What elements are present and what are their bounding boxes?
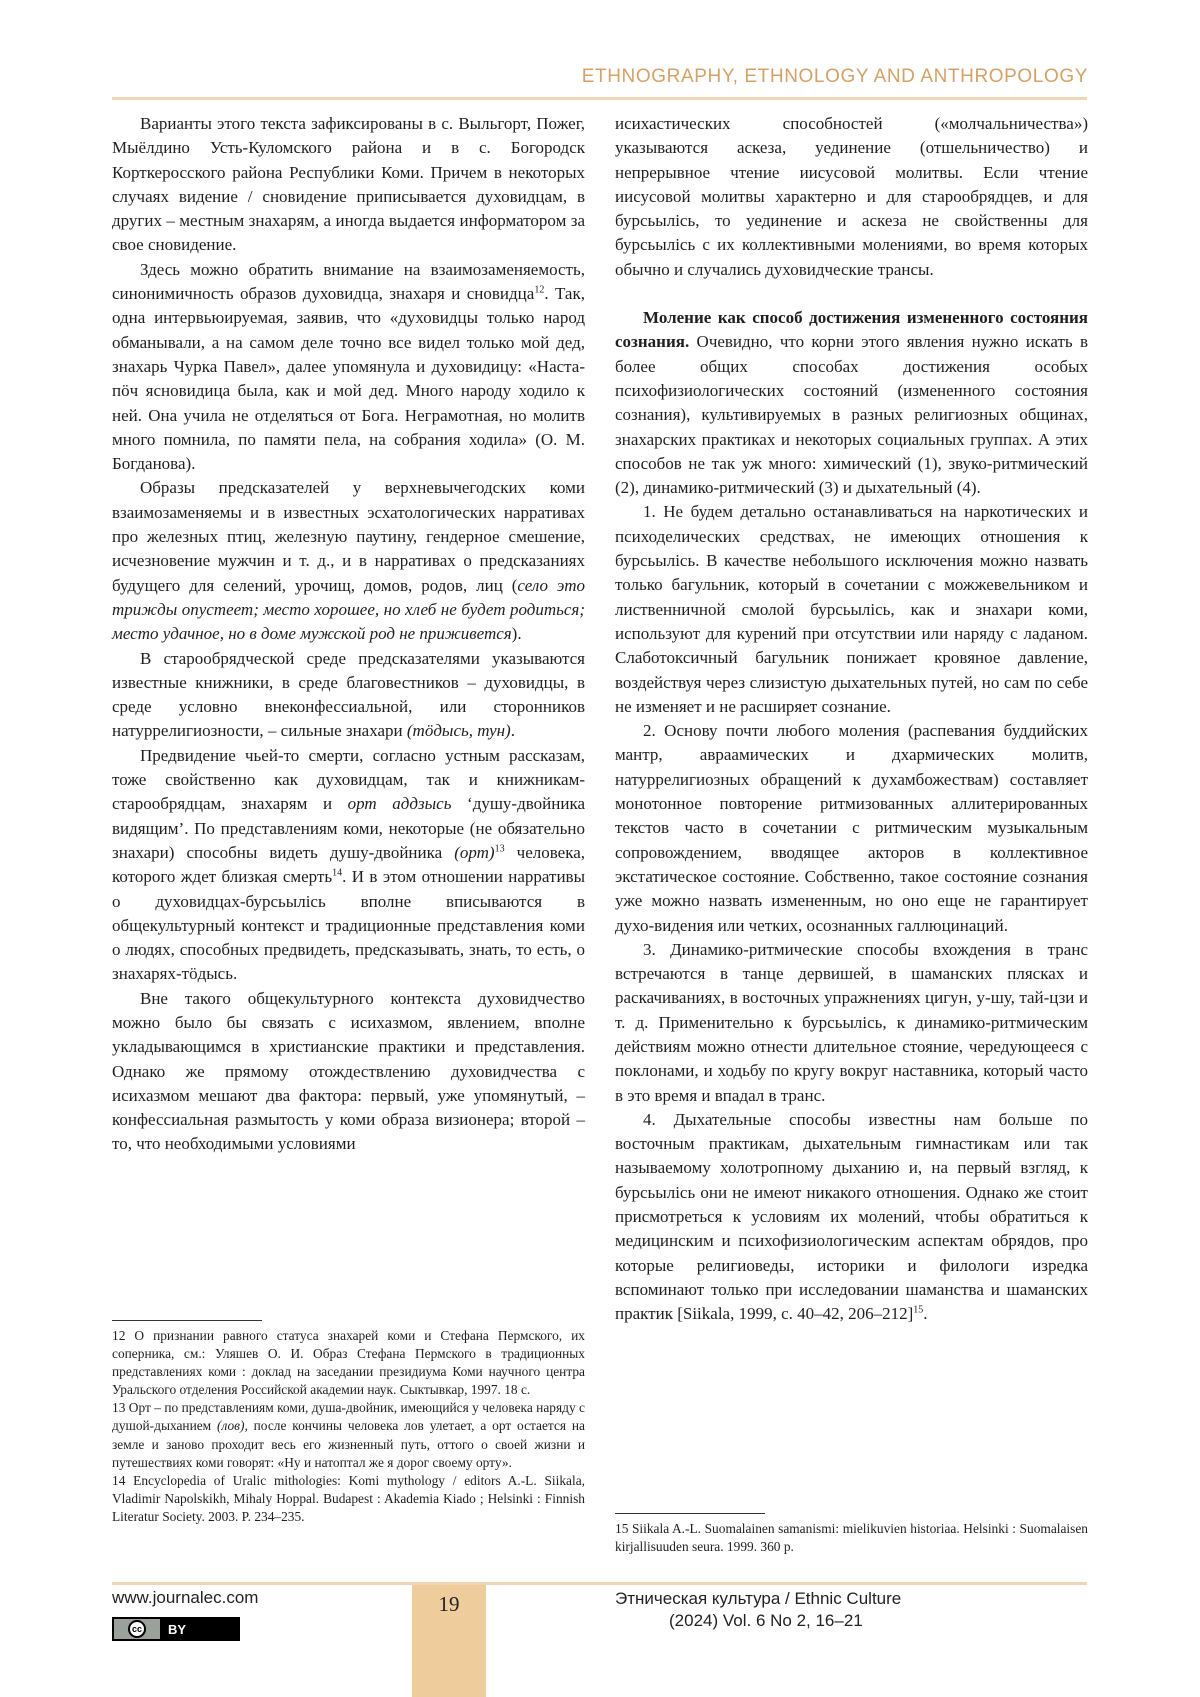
footer-rule [112, 1582, 1087, 1585]
paragraph: В старообрядческой среде предсказателями указываются известные книжники, в среде благовестников – духовидцы, в среде условно внеконфессиальной, или сторонников натуррелигиозности, – сильные знахари (тӧдысь, тун). [112, 648, 585, 741]
running-header: ETHNOGRAPHY, ETHNOLOGY AND ANTHROPOLOGY [581, 66, 1088, 87]
footnote-rule [112, 1320, 262, 1321]
footnote-13: 13 Орт – по представлениям коми, душа-двойник, имеющийся у человека наряду с душой-дыханием (лов), после кончины человека лов улетает, а орт остается на земле и заново проходит весь его жизненный путь, оттого о своей жизни и путешествиях коми говорят: «Ну и натоптал же я дорог своему орту». [112, 1400, 585, 1470]
footnote-15: 15 Siikala A.-L. Suomalainen samanismi: mielikuvien historiaa. Helsinki : Suomalaisen kirjallisuuden seura. 1999. 360 p. [615, 1521, 1088, 1555]
paragraph: 1. Не будем детально останавливаться на наркотических и психоделических средствах, не имеющих отношения к бурсьылісь. В качестве небольшого исключения можно назвать только багульник, который в сочетании с можжевельником и лиственничной смолой бурсьылісь, как и знахари коми, используют для курений при отсутствии или наряду с ладаном. Слаботоксичный багульник понижает кровяное давление, воздействуя через слизистую дыхательных путей, но сам по себе не изменяет и не расширяет сознание. [615, 502, 1088, 716]
paragraph: Вне такого общекультурного контекста духовидчество можно было бы связать с исихазмом, явлением, вполне укладывающимся в христианские практики и представления. Однако же прямому отождествлению духовидчества с исихазмом мешают два фактора: первый, уже упомянутый, – конфессиальная размытость у коми образа визионера; второй – то, что необходимыми условиями [112, 988, 585, 1154]
paragraph: 2. Основу почти любого моления (распевания буддийских мантр, авраамических и дхармических молитв, натуррелигиозных обращений к духамбожествам) составляет монотонное повторение ритмизованных аллитерированных текстов часто в сочетании с ритмическим музыкальным сопровождением, вводящее акторов в коллективное экстатическое состояние. Собственно, такое состояние сознания уже можно назвать измененным, но оно еще не гарантирует духо-видения или четких, осознанных галлюцинаций. [615, 721, 1088, 935]
paragraph: 3. Динамико-ритмические способы вхождения в транс встречаются в танце дервишей, в шаманских плясках и раскачиваниях, в восточных упражнениях цигун, у-шу, тай-цзи и т. д. Применительно к бурсьылісь, к динамико-ритмическим действиям можно отнести длительное стояние, чередующееся с поклонами, и ходьбу по кругу вокруг наставника, который часто в это время и впадал в транс. [615, 939, 1088, 1105]
journal-volume: (2024) Vol. 6 No 2, 16–21 [669, 1611, 863, 1630]
right-column [615, 112, 1088, 1327]
footnote-rule [615, 1513, 765, 1514]
footnotes-right [615, 1513, 1088, 1556]
section-heading: Моление как способ достижения измененного состояния сознания. [615, 308, 1088, 352]
footnote-ref[interactable]: 12 [534, 284, 545, 296]
cc-by-license-badge[interactable] [112, 1617, 240, 1641]
cc-icon: cc [114, 1619, 160, 1639]
paragraph: Предвидение чьей-то смерти, согласно устным рассказам, тоже свойственно как духовидцам, так и книжникам-старообрядцам, знахарям и орт аддзысь ‘душу-двойника видящим’. По представлениям коми, некоторые (не обязательно знахари) способны видеть душу-двойника (орт)$^{13}$ человека, которого ждет близкая смерть$^{14}$. И в этом отношении нарративы о духовидцах-бурсьылісь вполне вписываются в общекультурный контекст и традиционные представления коми о людях, способных предвидеть, предсказывать, знать, то есть, о знахарях-тӧдысь. [112, 745, 585, 984]
footnotes-left [112, 1320, 585, 1526]
paragraph: 4. Дыхательные способы известны нам больше по восточным практикам, дыхательным гимнастикам или так называемому холотропному дыханию и, на первый взгляд, к бурсьылісь они не имеют никакого отношения. Однако же стоит присмотреться к условиям их молений, чтобы обратиться к медицинским и психофизиологическим аспектам обрядов, про которые религиоведы, историки и филологи изредка вспоминают только при исследовании шаманства и шаманских практик [Siikala, 1999, с. 40–42, 206–212]$^{15}$. [615, 1109, 1088, 1324]
footnote-ref[interactable]: 14 [332, 867, 343, 879]
section-paragraph: Моление как способ достижения измененного состояния сознания. Очевидно, что корни этого явления нужно искать в более общих способах достижения особых психофизиологических состояний (измененного состояния сознания), культивируемых в разных религиозных общинах, знахарских практиках и некоторых социальных группах. А этих способов не так уж много: химический (1), звуко-ритмический (2), динамико-ритмический (3) и дыхательный (4). [615, 308, 1088, 498]
journal-website-link[interactable]: www.journalec.com [112, 1588, 259, 1607]
by-label: BY [160, 1619, 238, 1639]
left-column [112, 112, 585, 1157]
footnote-12: 12 О признании равного статуса знахарей коми и Стефана Пермского, их соперника, см.: Уляшев О. И. Образ Стефана Пермского в традиционных представлениях коми : доклад на заседании президиума Коми научного центра Уральского отделения Российской академии наук. Сыктывкар, 1997. 18 с. [112, 1328, 585, 1398]
footnote-ref[interactable]: 13 [494, 843, 505, 855]
journal-citation [615, 1588, 1015, 1632]
paragraph: Здесь можно обратить внимание на взаимозаменяемость, синонимичность образов духовидца, знахаря и сновидца$^{12}$. Так, одна интервьюируемая, заявив, что «духовидцы только народ обманывали, а на самом деле точно все видел только мой дед, знахарь Чурка Павел», далее упомянула и духовидицу: «Наста-пӧч ясновидица была, как и мой дед. Много народу ходило к ней. Она учила не отделяться от Бога. Неграмотная, но молитв много помнила, по памяти пела, на собрания ходила» (О. М. Богданова). [112, 259, 585, 474]
page-number: 19 [438, 1592, 460, 1616]
journal-title: Этническая культура / Ethnic Culture [615, 1589, 902, 1608]
header-rule [112, 97, 1087, 100]
paragraph: Образы предсказателей у верхневычегодских коми взаимозаменяемы и в известных эсхатологических нарративах про железных птиц, железную паутину, гендерное смешение, исчезновение мужчин и т. д., и в нарративах о предсказаниях будущего для селений, урочищ, домов, родов, лиц (село это трижды опустеет; место хорошее, но хлеб не будет родиться; место удачное, но в доме мужской род не приживется). [112, 478, 585, 644]
footnote-14: 14 Encyclopedia of Uralic mithologies: Komi mythology / editors A.-L. Siikala, Vladimir Napolskikh, Mihaly Hoppal. Budapest : Akademia Kiado ; Helsinki : Finnish Literatur Society. 2003. P. 234–235. [112, 1472, 585, 1524]
paragraph: Варианты этого текста зафиксированы в с. Выльгорт, Пожег, Мыёлдино Усть-Куломского района и в с. Богородск Корткеросского района Республики Коми. Причем в некоторых случаях видение / сновидение приписывается духовидцам, в других – местным знахарям, а иногда выдается информатором за свое сновидение. [112, 114, 585, 255]
footnote-ref[interactable]: 15 [913, 1304, 924, 1316]
paragraph: исихастических способностей («молчальничества») указываются аскеза, уединение (отшельничество) и непрерывное чтение иисусовой молитвы. Если чтение иисусовой молитвы характерно и для старообрядцев, и для бурсьылісь, то уединение и аскеза не свойственны для бурсьылісь с их коллективными молениями, во время которых обычно и случались духовидческие трансы. [615, 114, 1088, 279]
